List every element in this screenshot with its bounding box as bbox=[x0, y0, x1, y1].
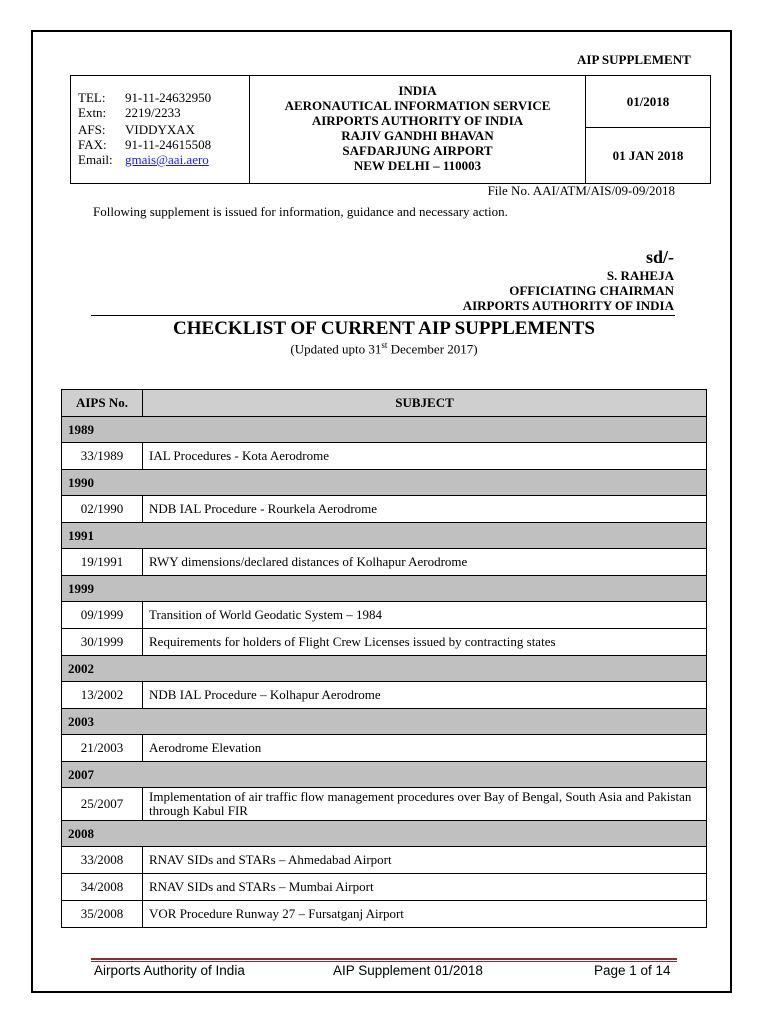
year-label: 2003 bbox=[62, 709, 707, 735]
aip-supplement-label: AIP SUPPLEMENT bbox=[577, 52, 691, 67]
subject-cell: Requirements for holders of Flight Crew Licenses issued by contracting states bbox=[143, 629, 707, 656]
aips-number-cell: 25/2007 bbox=[62, 788, 143, 821]
subject-cell: RNAV SIDs and STARs – Mumbai Airport bbox=[143, 874, 707, 901]
supplement-id-block bbox=[586, 76, 710, 183]
contact-afs: AFS: VIDDYXAX bbox=[78, 122, 196, 137]
table-row bbox=[62, 602, 707, 629]
signatory-org: AIRPORTS AUTHORITY OF INDIA bbox=[462, 298, 674, 313]
year-row bbox=[62, 656, 707, 682]
contact-email: Email: gmais@aai.aero bbox=[78, 152, 209, 167]
supplement-date: 01 JAN 2018 bbox=[612, 148, 684, 163]
year-label: 1989 bbox=[62, 417, 707, 443]
year-label: 2008 bbox=[62, 821, 707, 847]
header-box bbox=[70, 75, 711, 184]
contact-extn: Extn: 2219/2233 bbox=[78, 105, 181, 120]
footer-org: Airports Authority of India bbox=[94, 963, 245, 978]
table-row bbox=[62, 549, 707, 576]
table-row bbox=[62, 735, 707, 762]
table-row bbox=[62, 874, 707, 901]
table-header-row bbox=[62, 390, 707, 417]
supplement-number: 01/2018 bbox=[586, 76, 710, 128]
page-subtitle: (Updated upto 31st December 2017) bbox=[290, 340, 478, 357]
aips-number-cell: 35/2008 bbox=[62, 901, 143, 928]
table-row bbox=[62, 682, 707, 709]
year-row bbox=[62, 762, 707, 788]
divider bbox=[91, 315, 675, 316]
table-row bbox=[62, 901, 707, 928]
file-number: File No. AAI/ATM/AIS/09-09/2018 bbox=[487, 183, 675, 198]
address-line: RAJIV GANDHI BHAVAN bbox=[341, 128, 494, 143]
table-row bbox=[62, 496, 707, 523]
intro-text: Following supplement is issued for information, guidance and necessary action. bbox=[93, 204, 508, 219]
aips-number-cell: 21/2003 bbox=[62, 735, 143, 762]
subject-cell: Transition of World Geodatic System – 1984 bbox=[143, 602, 707, 629]
year-label: 1990 bbox=[62, 470, 707, 496]
year-row bbox=[62, 709, 707, 735]
contact-tel: TEL: 91-11-24632950 bbox=[78, 90, 212, 105]
subject-cell: RWY dimensions/declared distances of Kolhapur Aerodrome bbox=[143, 549, 707, 576]
year-row bbox=[62, 576, 707, 602]
aips-number-cell: 19/1991 bbox=[62, 549, 143, 576]
signature-block bbox=[463, 268, 674, 313]
contact-fax: FAX: 91-11-24615508 bbox=[78, 137, 212, 152]
address-line: INDIA bbox=[398, 83, 437, 98]
address-block bbox=[250, 76, 586, 183]
year-label: 1999 bbox=[62, 576, 707, 602]
signatory-name: S. RAHEJA bbox=[606, 268, 674, 283]
footer-rule bbox=[91, 958, 677, 962]
subject-cell: Aerodrome Elevation bbox=[143, 735, 707, 762]
email-link[interactable]: gmais@aai.aero bbox=[125, 152, 209, 167]
page-title: CHECKLIST OF CURRENT AIP SUPPLEMENTS bbox=[173, 318, 595, 339]
year-label: 2002 bbox=[62, 656, 707, 682]
subject-cell: NDB IAL Procedure – Kolhapur Aerodrome bbox=[143, 682, 707, 709]
subject-cell: VOR Procedure Runway 27 – Fursatganj Airport bbox=[143, 901, 707, 928]
address-line: AERONAUTICAL INFORMATION SERVICE bbox=[284, 98, 551, 113]
aips-number-cell: 34/2008 bbox=[62, 874, 143, 901]
table-row bbox=[62, 629, 707, 656]
signatory-position: OFFICIATING CHAIRMAN bbox=[509, 283, 674, 298]
table-row bbox=[62, 443, 707, 470]
subject-cell: NDB IAL Procedure - Rourkela Aerodrome bbox=[143, 496, 707, 523]
signature-sd: sd/- bbox=[645, 247, 674, 267]
column-header-subject: SUBJECT bbox=[143, 390, 707, 417]
year-row bbox=[62, 821, 707, 847]
address-line: SAFDARJUNG AIRPORT bbox=[342, 143, 493, 158]
year-label: 2007 bbox=[62, 762, 707, 788]
footer-page-number: Page 1 of 14 bbox=[594, 963, 671, 978]
aips-number-cell: 33/2008 bbox=[62, 847, 143, 874]
subject-cell: Implementation of air traffic flow management procedures over Bay of Bengal, South Asia and Pakistan through Kabul FIR bbox=[143, 788, 707, 821]
contact-block bbox=[71, 76, 250, 183]
aips-number-cell: 09/1999 bbox=[62, 602, 143, 629]
supplements-table bbox=[61, 389, 707, 928]
year-row bbox=[62, 470, 707, 496]
aips-number-cell: 33/1989 bbox=[62, 443, 143, 470]
address-line: NEW DELHI – 110003 bbox=[353, 158, 482, 173]
subject-cell: IAL Procedures - Kota Aerodrome bbox=[143, 443, 707, 470]
address-line: AIRPORTS AUTHORITY OF INDIA bbox=[311, 113, 524, 128]
table-row bbox=[62, 847, 707, 874]
aips-number-cell: 30/1999 bbox=[62, 629, 143, 656]
year-row bbox=[62, 523, 707, 549]
footer-supplement: AIP Supplement 01/2018 bbox=[333, 963, 483, 978]
aips-number-cell: 13/2002 bbox=[62, 682, 143, 709]
table-row bbox=[62, 788, 707, 821]
subject-cell: RNAV SIDs and STARs – Ahmedabad Airport bbox=[143, 847, 707, 874]
column-header-aips-no: AIPS No. bbox=[62, 390, 143, 417]
year-label: 1991 bbox=[62, 523, 707, 549]
aips-number-cell: 02/1990 bbox=[62, 496, 143, 523]
year-row bbox=[62, 417, 707, 443]
